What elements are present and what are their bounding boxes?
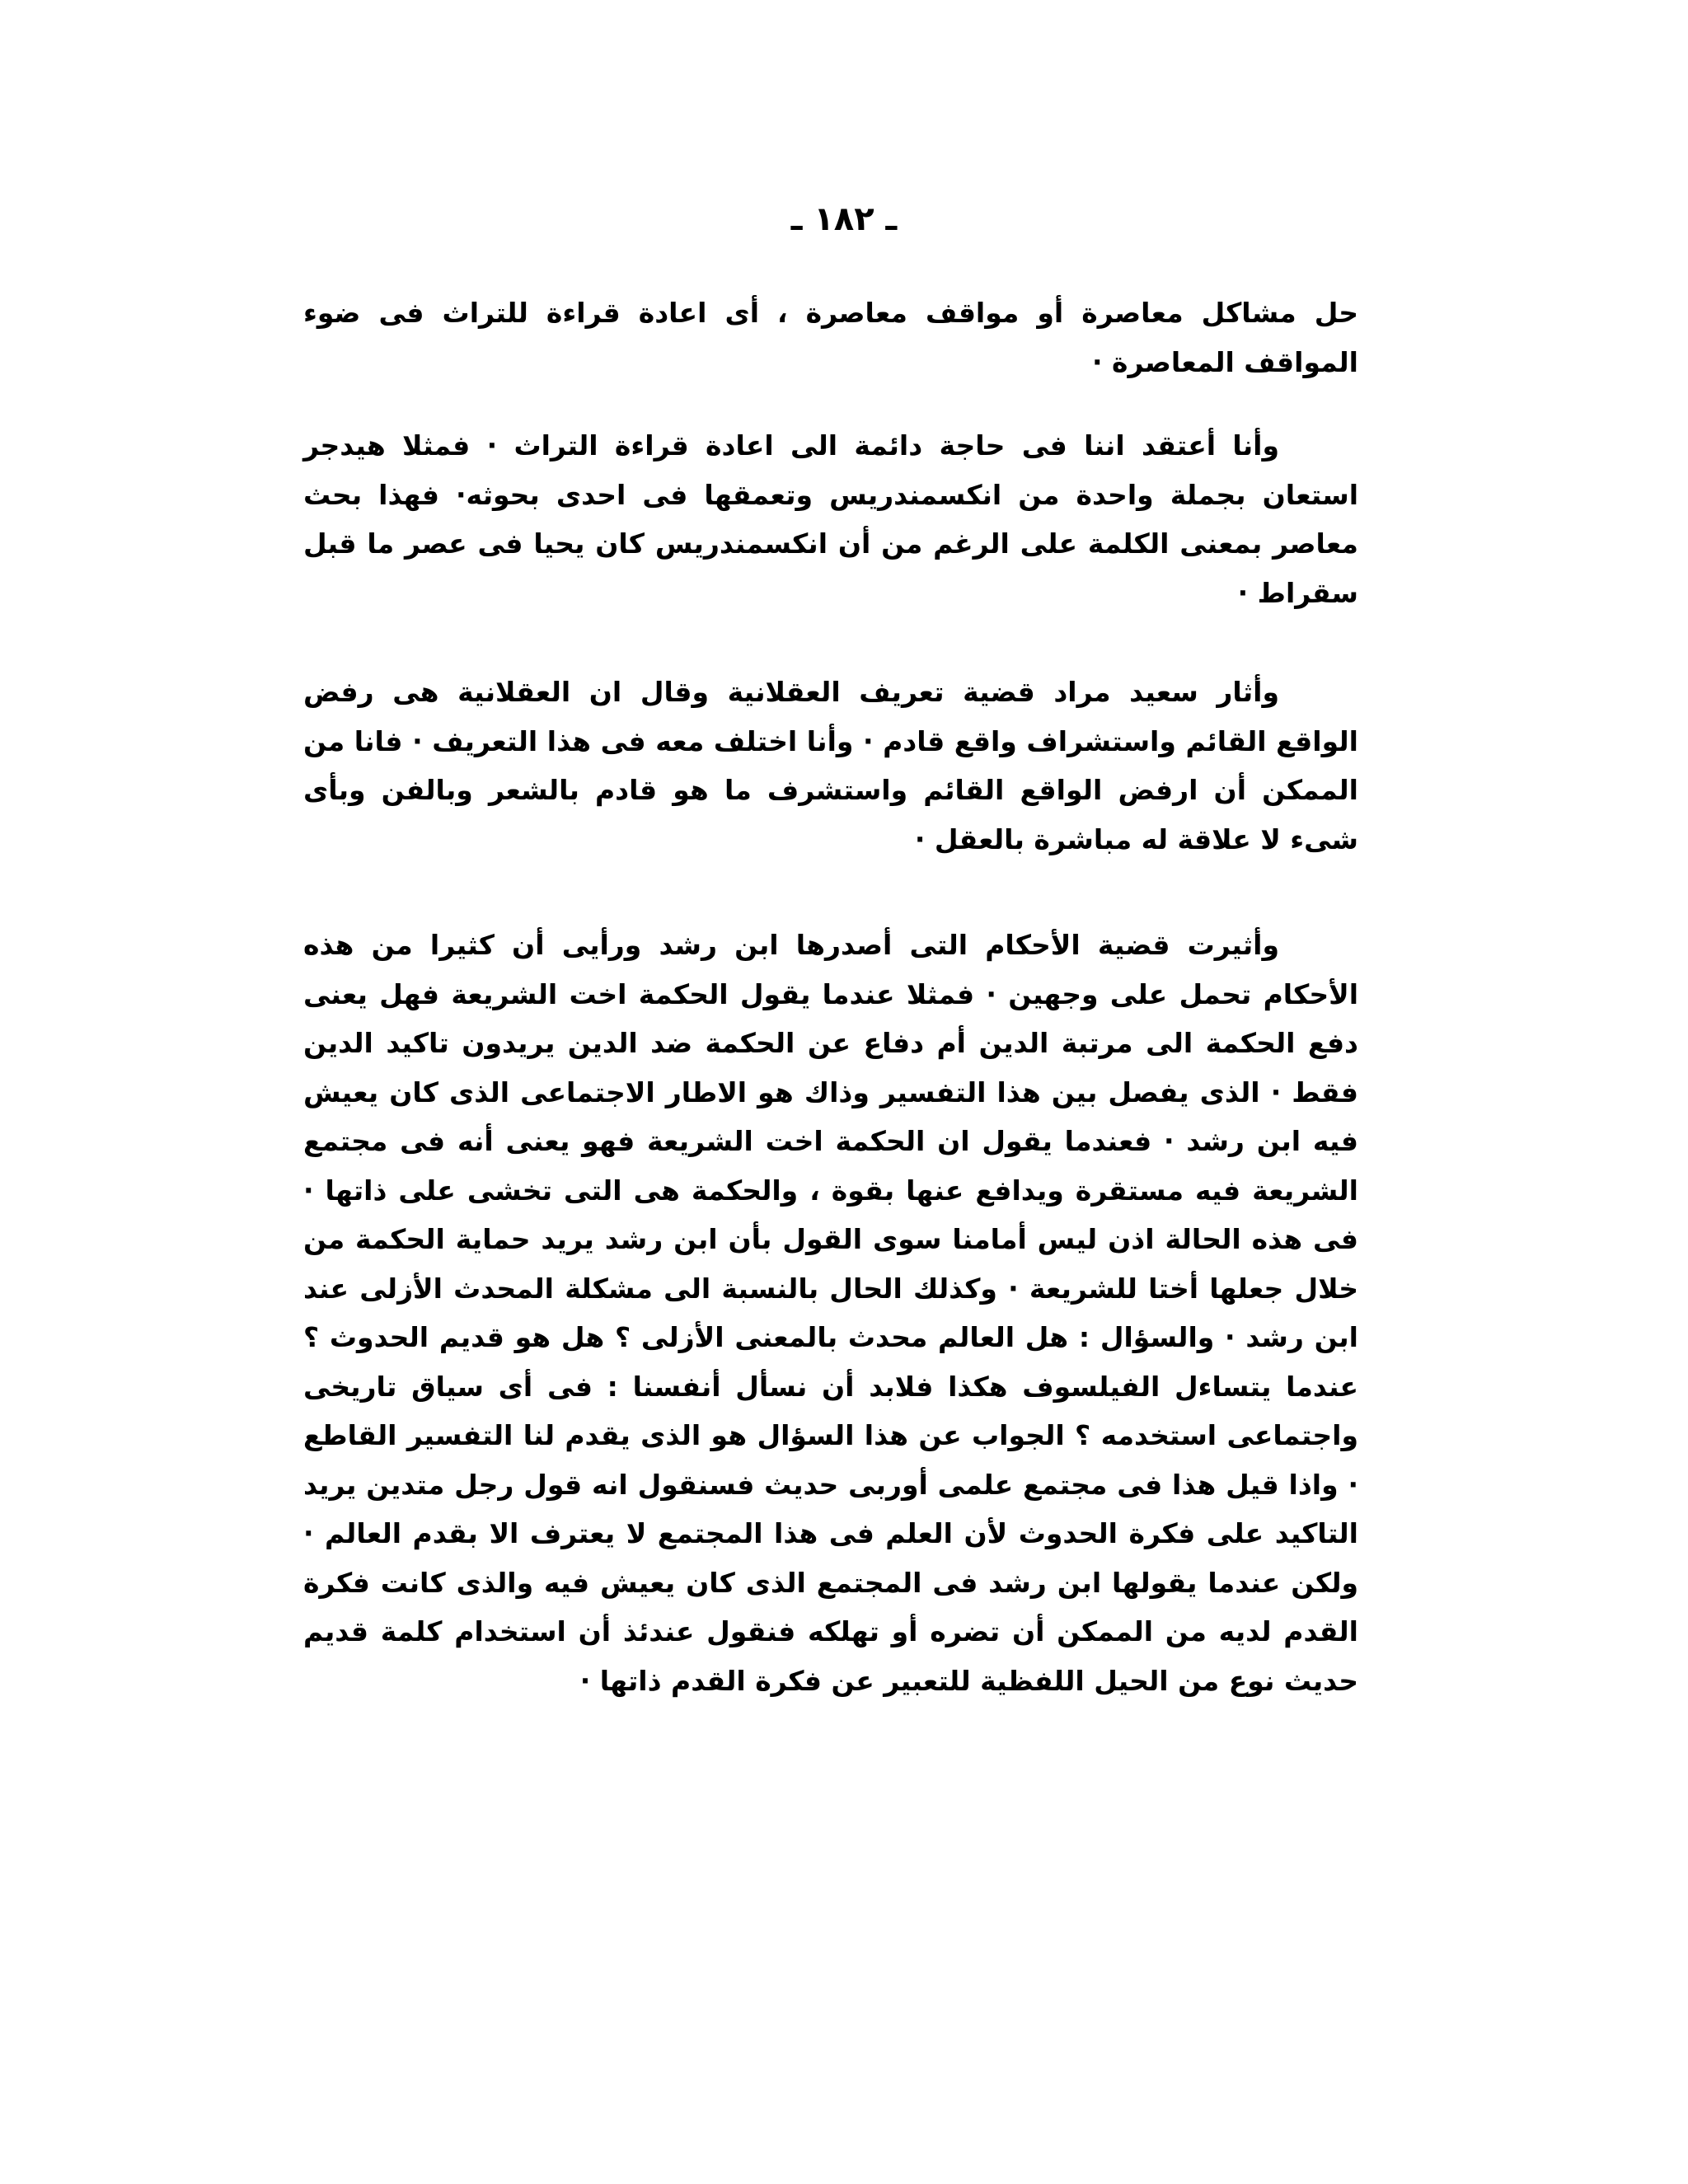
- paragraph-text: وأثار سعيد مراد قضية تعريف العقلانية وقال ان العقلانية هى رفض الواقع القائم واستشراف واقع قادم · وأنا اختلف معه فى هذا التعريف · فانا من الممكن أن ارفض الواقع القائم واستشرف ما هو قادم بالشعر وبالفن وبأى شىء لا علاقة له مباشرة بالعقل ·: [303, 676, 1358, 855]
- paragraph-text: وأنا أعتقد اننا فى حاجة دائمة الى اعادة قراءة التراث · فمثلا هيدجر استعان بجملة واحدة من انكسمندريس وتعمقها فى احدى بحوثه· فهذا بحث معاصر بمعنى الكلمة على الرغم من أن انكسمندريس كان يحيا فى عصر ما قبل سقراط ·: [303, 429, 1358, 609]
- paragraph-continuation: [303, 288, 1358, 387]
- paragraph-rationalism: [303, 668, 1358, 864]
- paragraph-ibn-rushd: [303, 921, 1358, 1705]
- page-number: ـ ١٨٢ ـ: [790, 200, 898, 238]
- paragraph-heidegger: [303, 421, 1358, 617]
- paragraph-text: حل مشاكل معاصرة أو مواقف معاصرة ، أى اعادة قراءة للتراث فى ضوء المواقف المعاصرة ·: [303, 297, 1358, 378]
- paragraph-text: وأثيرت قضية الأحكام التى أصدرها ابن رشد ورأيى أن كثيرا من هذه الأحكام تحمل على وجهين · فمثلا عندما يقول الحكمة اخت الشريعة فهل يعنى دفع الحكمة الى مرتبة الدين أم دفاع عن الحكمة ضد الدين يريدون تاكيد الدين فقط · الذى يفصل بين هذا التفسير وذاك هو الاطار الاجتماعى الذى كان يعيش فيه ابن رشد · فعندما يقول ان الحكمة اخت الشريعة فهو يعنى أنه فى مجتمع الشريعة فيه مستقرة ويدافع عنها بقوة ، والحكمة هى التى تخشى على ذاتها · فى هذه الحالة اذن ليس أمامنا سوى القول بأن ابن رشد يريد حماية الحكمة من خلال جعلها أختا للشريعة · وكذلك الحال بالنسبة الى مشكلة المحدث الأزلى عند ابن رشد · والسؤال : هل العالم محدث بالمعنى الأزلى ؟ هل هو قديم الحدوث ؟ عندما يتساءل الفيلسوف هكذا فلابد أن نسأل أنفسنا : فى أى سياق تاريخى واجتماعى استخدمه ؟ الجواب عن هذا السؤال هو الذى يقدم لنا التفسير القاطع · واذا قيل هذا فى مجتمع علمى أوربى حديث فسنقول انه قول رجل متدين يريد التاكيد على فكرة الحدوث لأن العلم فى هذا المجتمع لا يعترف الا بقدم العالم · ولكن عندما يقولها ابن رشد فى المجتمع الذى كان يعيش فيه والذى كانت فكرة القدم لديه من الممكن أن تضره أو تهلكه فنقول عندئذ أن استخدام كلمة قديم حديث نوع من الحيل اللفظية للتعبير عن فكرة القدم ذاتها ·: [303, 929, 1358, 1697]
